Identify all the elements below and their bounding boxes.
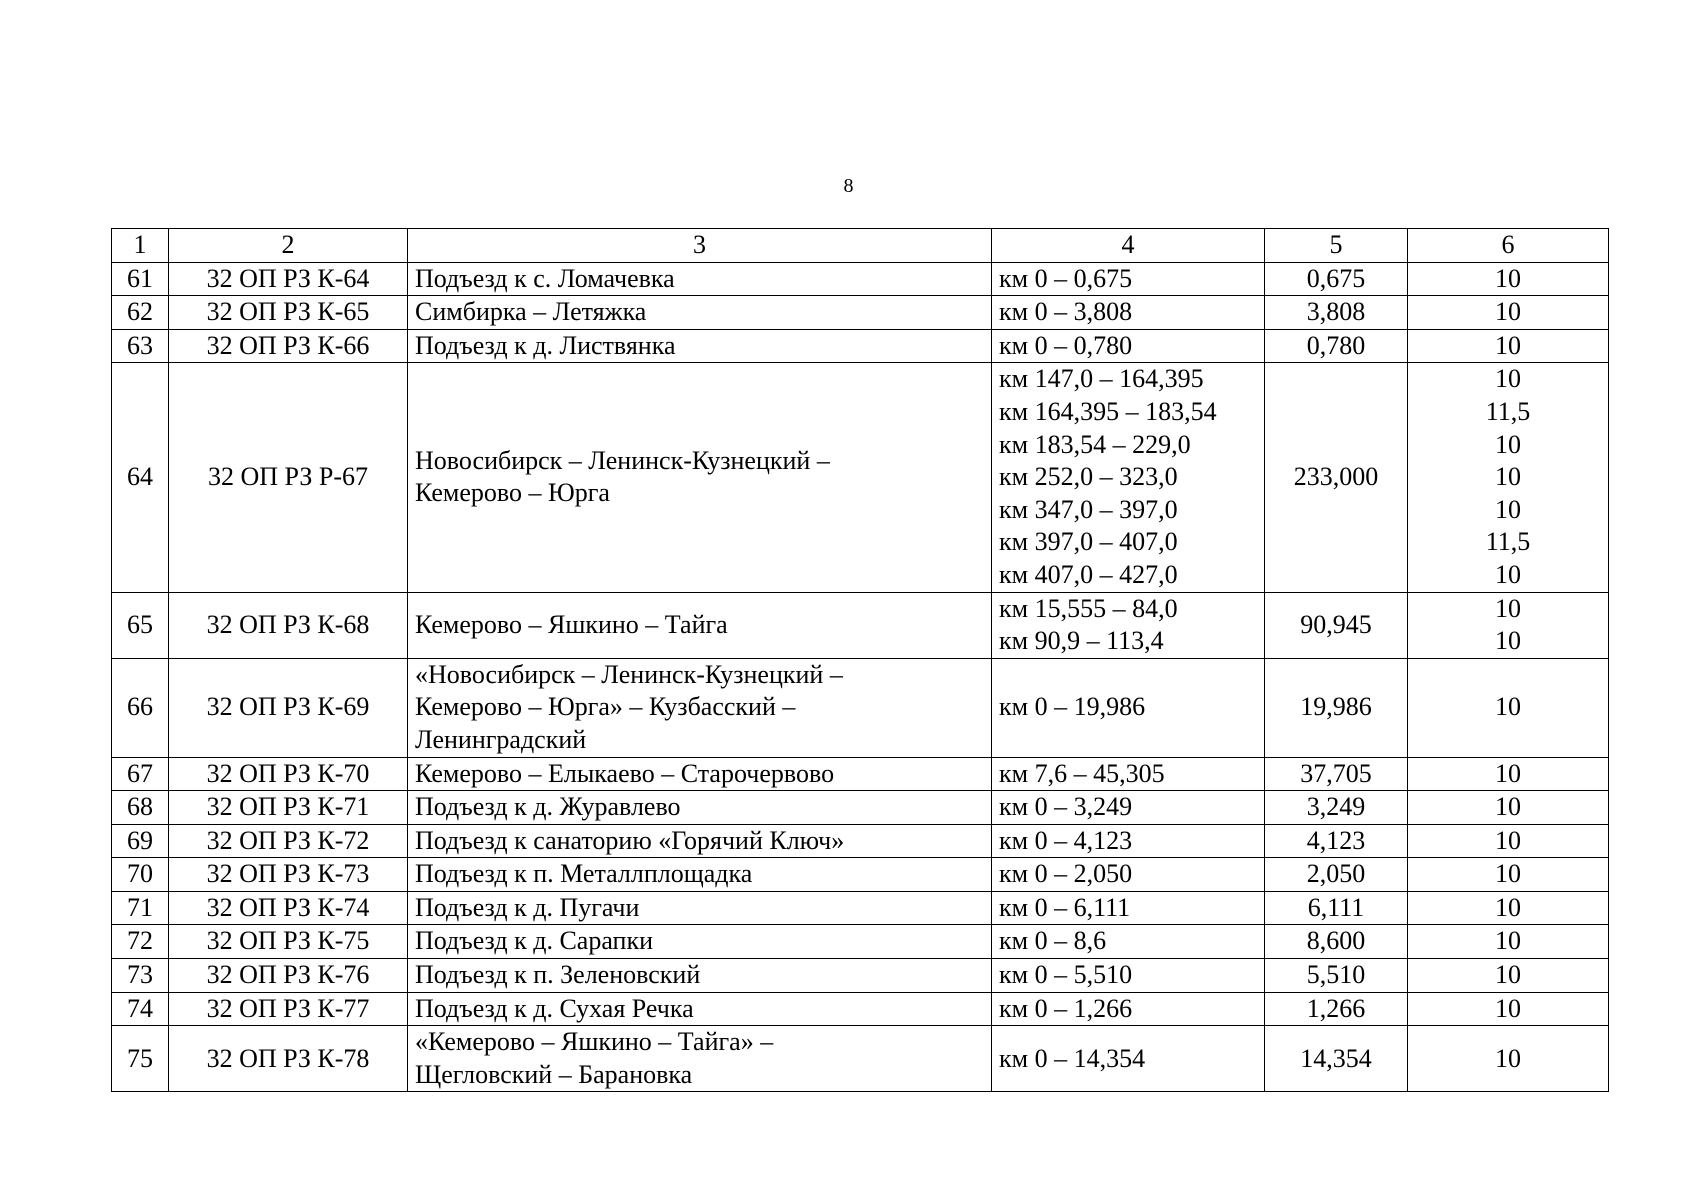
km-range-cell-line: км 0 – 0,675	[999, 263, 1133, 293]
road-code-cell: 32 ОП РЗ К-71	[169, 791, 408, 825]
road-name-cell-line: «Новосибирск – Ленинск-Кузнецкий –	[415, 659, 843, 689]
road-name-cell-line: Подъезд к д. Сарапки	[415, 926, 653, 956]
width-cell	[1408, 296, 1609, 330]
table-row	[112, 992, 1609, 1026]
width-cell-line: 10	[1495, 792, 1521, 822]
width-cell	[1408, 959, 1609, 993]
table-row	[112, 824, 1609, 858]
km-range-cell-line: км 183,54 – 229,0	[999, 429, 1191, 459]
road-name-cell-line: Щегловский – Барановка	[415, 1059, 693, 1089]
length-cell: 90,945	[1265, 592, 1408, 658]
header-col-3: 3	[408, 229, 992, 263]
km-range-cell-line: км 0 – 3,249	[999, 792, 1133, 822]
table-row	[112, 1026, 1609, 1092]
road-name-cell-line: Кемерово – Юрга	[415, 478, 610, 508]
width-cell	[1408, 858, 1609, 892]
road-code-cell: 32 ОП РЗ К-78	[169, 1026, 408, 1092]
header-col-5: 5	[1265, 229, 1408, 263]
width-cell-line: 10	[1495, 494, 1521, 524]
row-number-cell: 69	[112, 824, 169, 858]
row-number-cell: 71	[112, 891, 169, 925]
road-name-cell-line: Подъезд к д. Листвянка	[415, 330, 676, 360]
road-name-cell	[408, 363, 992, 592]
table-row	[112, 757, 1609, 791]
width-cell	[1408, 891, 1609, 925]
road-code-cell: 32 ОП РЗ К-72	[169, 824, 408, 858]
km-range-cell-line: км 407,0 – 427,0	[999, 559, 1178, 589]
row-number-cell: 74	[112, 992, 169, 1026]
width-cell	[1408, 262, 1609, 296]
width-cell-line: 10	[1495, 960, 1521, 990]
width-cell	[1408, 757, 1609, 791]
road-name-cell	[408, 1026, 992, 1092]
length-cell: 0,675	[1265, 262, 1408, 296]
road-name-cell	[408, 296, 992, 330]
km-range-cell-line: км 252,0 – 323,0	[999, 462, 1178, 492]
table-row	[112, 363, 1609, 592]
width-cell-line: 10	[1495, 330, 1521, 360]
km-range-cell-line: км 164,395 – 183,54	[999, 396, 1217, 426]
road-name-cell	[408, 824, 992, 858]
width-cell-line: 11,5	[1485, 527, 1531, 557]
km-range-cell	[992, 925, 1265, 959]
km-range-cell-line: км 147,0 – 164,395	[999, 364, 1204, 394]
road-code-cell: 32 ОП РЗ К-76	[169, 959, 408, 993]
width-cell-line: 10	[1495, 1043, 1521, 1073]
row-number-cell: 65	[112, 592, 169, 658]
width-cell	[1408, 658, 1609, 757]
km-range-cell-line: км 90,9 – 113,4	[999, 626, 1164, 656]
length-cell: 2,050	[1265, 858, 1408, 892]
road-name-cell-line: Подъезд к санаторию «Горячий Ключ»	[415, 825, 845, 855]
length-cell: 19,986	[1265, 658, 1408, 757]
row-number-cell: 70	[112, 858, 169, 892]
length-cell: 1,266	[1265, 992, 1408, 1026]
length-cell: 0,780	[1265, 329, 1408, 363]
row-number-cell: 67	[112, 757, 169, 791]
km-range-cell-line: км 397,0 – 407,0	[999, 527, 1178, 557]
road-name-cell	[408, 992, 992, 1026]
width-cell	[1408, 1026, 1609, 1092]
length-cell: 14,354	[1265, 1026, 1408, 1092]
header-col-6: 6	[1408, 229, 1609, 263]
table-row	[112, 329, 1609, 363]
table-row	[112, 791, 1609, 825]
km-range-cell-line: км 0 – 14,354	[999, 1043, 1146, 1073]
width-cell-line: 10	[1495, 429, 1521, 459]
table-row	[112, 925, 1609, 959]
km-range-cell	[992, 1026, 1265, 1092]
road-name-cell-line: Подъезд к д. Журавлево	[415, 792, 681, 822]
road-code-cell: 32 ОП РЗ К-77	[169, 992, 408, 1026]
width-cell	[1408, 791, 1609, 825]
km-range-cell	[992, 363, 1265, 592]
width-cell-line: 10	[1495, 559, 1521, 589]
width-cell-line: 10	[1495, 462, 1521, 492]
km-range-cell	[992, 658, 1265, 757]
width-cell-line: 10	[1495, 926, 1521, 956]
width-cell-line: 10	[1495, 859, 1521, 889]
road-name-cell	[408, 891, 992, 925]
km-range-cell-line: км 7,6 – 45,305	[999, 758, 1165, 788]
width-cell	[1408, 824, 1609, 858]
road-name-cell	[408, 592, 992, 658]
width-cell-line: 10	[1495, 892, 1521, 922]
width-cell	[1408, 363, 1609, 592]
road-code-cell: 32 ОП РЗ К-75	[169, 925, 408, 959]
km-range-cell-line: км 15,555 – 84,0	[999, 593, 1178, 623]
road-name-cell-line: Новосибирск – Ленинск-Кузнецкий –	[415, 445, 830, 475]
km-range-cell-line: км 347,0 – 397,0	[999, 494, 1178, 524]
km-range-cell	[992, 858, 1265, 892]
road-code-cell: 32 ОП РЗ К-70	[169, 757, 408, 791]
row-number-cell: 61	[112, 262, 169, 296]
width-cell-line: 11,5	[1485, 396, 1531, 426]
km-range-cell	[992, 296, 1265, 330]
road-name-cell	[408, 858, 992, 892]
table-header-row	[112, 229, 1609, 263]
road-name-cell	[408, 262, 992, 296]
road-name-cell-line: Симбирка – Летяжка	[415, 297, 647, 327]
length-cell: 3,808	[1265, 296, 1408, 330]
km-range-cell	[992, 757, 1265, 791]
road-code-cell: 32 ОП РЗ К-68	[169, 592, 408, 658]
width-cell-line: 10	[1495, 593, 1521, 623]
row-number-cell: 63	[112, 329, 169, 363]
road-name-cell-line: Подъезд к д. Пугачи	[415, 892, 640, 922]
km-range-cell-line: км 0 – 4,123	[999, 825, 1133, 855]
road-name-cell	[408, 791, 992, 825]
width-cell	[1408, 592, 1609, 658]
length-cell: 37,705	[1265, 757, 1408, 791]
row-number-cell: 75	[112, 1026, 169, 1092]
km-range-cell-line: км 0 – 19,986	[999, 692, 1146, 722]
km-range-cell	[992, 824, 1265, 858]
km-range-cell-line: км 0 – 0,780	[999, 330, 1133, 360]
width-cell-line: 10	[1495, 297, 1521, 327]
km-range-cell	[992, 592, 1265, 658]
length-cell: 233,000	[1265, 363, 1408, 592]
header-col-4: 4	[992, 229, 1265, 263]
road-name-cell-line: Подъезд к п. Металлплощадка	[415, 859, 753, 889]
length-cell: 6,111	[1265, 891, 1408, 925]
width-cell-line: 10	[1495, 263, 1521, 293]
road-code-cell: 32 ОП РЗ К-73	[169, 858, 408, 892]
width-cell	[1408, 329, 1609, 363]
length-cell: 5,510	[1265, 959, 1408, 993]
row-number-cell: 72	[112, 925, 169, 959]
road-code-cell: 32 ОП РЗ К-69	[169, 658, 408, 757]
road-name-cell	[408, 658, 992, 757]
header-col-1: 1	[112, 229, 169, 263]
table-row	[112, 959, 1609, 993]
km-range-cell-line: км 0 – 1,266	[999, 993, 1133, 1023]
road-name-cell-line: Подъезд к д. Сухая Речка	[415, 993, 694, 1023]
km-range-cell-line: км 0 – 3,808	[999, 297, 1133, 327]
road-code-cell: 32 ОП РЗ К-64	[169, 262, 408, 296]
width-cell-line: 10	[1495, 692, 1521, 722]
km-range-cell-line: км 0 – 2,050	[999, 859, 1133, 889]
row-number-cell: 68	[112, 791, 169, 825]
table-row	[112, 891, 1609, 925]
road-code-cell: 32 ОП РЗ Р-67	[169, 363, 408, 592]
km-range-cell	[992, 992, 1265, 1026]
table-row	[112, 262, 1609, 296]
road-code-cell: 32 ОП РЗ К-65	[169, 296, 408, 330]
road-name-cell-line: Кемерово – Яшкино – Тайга	[415, 609, 728, 639]
km-range-cell-line: км 0 – 5,510	[999, 960, 1133, 990]
road-name-cell-line: Подъезд к с. Ломачевка	[415, 263, 675, 293]
row-number-cell: 64	[112, 363, 169, 592]
row-number-cell: 73	[112, 959, 169, 993]
header-col-2: 2	[169, 229, 408, 263]
length-cell: 8,600	[1265, 925, 1408, 959]
km-range-cell	[992, 262, 1265, 296]
width-cell-line: 10	[1495, 993, 1521, 1023]
width-cell	[1408, 992, 1609, 1026]
table-row	[112, 296, 1609, 330]
road-name-cell	[408, 959, 992, 993]
km-range-cell	[992, 891, 1265, 925]
road-name-cell	[408, 329, 992, 363]
table-row	[112, 658, 1609, 757]
page-number: 8	[843, 175, 854, 197]
road-code-cell: 32 ОП РЗ К-66	[169, 329, 408, 363]
row-number-cell: 62	[112, 296, 169, 330]
km-range-cell	[992, 329, 1265, 363]
road-name-cell-line: Ленинградский	[415, 724, 587, 754]
roads-table	[111, 228, 1609, 1092]
road-name-cell-line: Кемерово – Юрга» – Кузбасский –	[415, 692, 796, 722]
road-name-cell	[408, 757, 992, 791]
width-cell	[1408, 925, 1609, 959]
table-row	[112, 858, 1609, 892]
table-row	[112, 592, 1609, 658]
road-name-cell-line: Подъезд к п. Зеленовский	[415, 960, 701, 990]
road-name-cell-line: «Кемерово – Яшкино – Тайга» –	[415, 1027, 774, 1057]
km-range-cell-line: км 0 – 6,111	[999, 892, 1131, 922]
row-number-cell: 66	[112, 658, 169, 757]
km-range-cell	[992, 959, 1265, 993]
width-cell-line: 10	[1495, 758, 1521, 788]
width-cell-line: 10	[1495, 626, 1521, 656]
road-name-cell	[408, 925, 992, 959]
table-body	[112, 262, 1609, 1092]
km-range-cell-line: км 0 – 8,6	[999, 926, 1107, 956]
length-cell: 4,123	[1265, 824, 1408, 858]
road-name-cell-line: Кемерово – Елыкаево – Старочервово	[415, 758, 835, 788]
road-code-cell: 32 ОП РЗ К-74	[169, 891, 408, 925]
width-cell-line: 10	[1495, 825, 1521, 855]
width-cell-line: 10	[1495, 364, 1521, 394]
km-range-cell	[992, 791, 1265, 825]
length-cell: 3,249	[1265, 791, 1408, 825]
